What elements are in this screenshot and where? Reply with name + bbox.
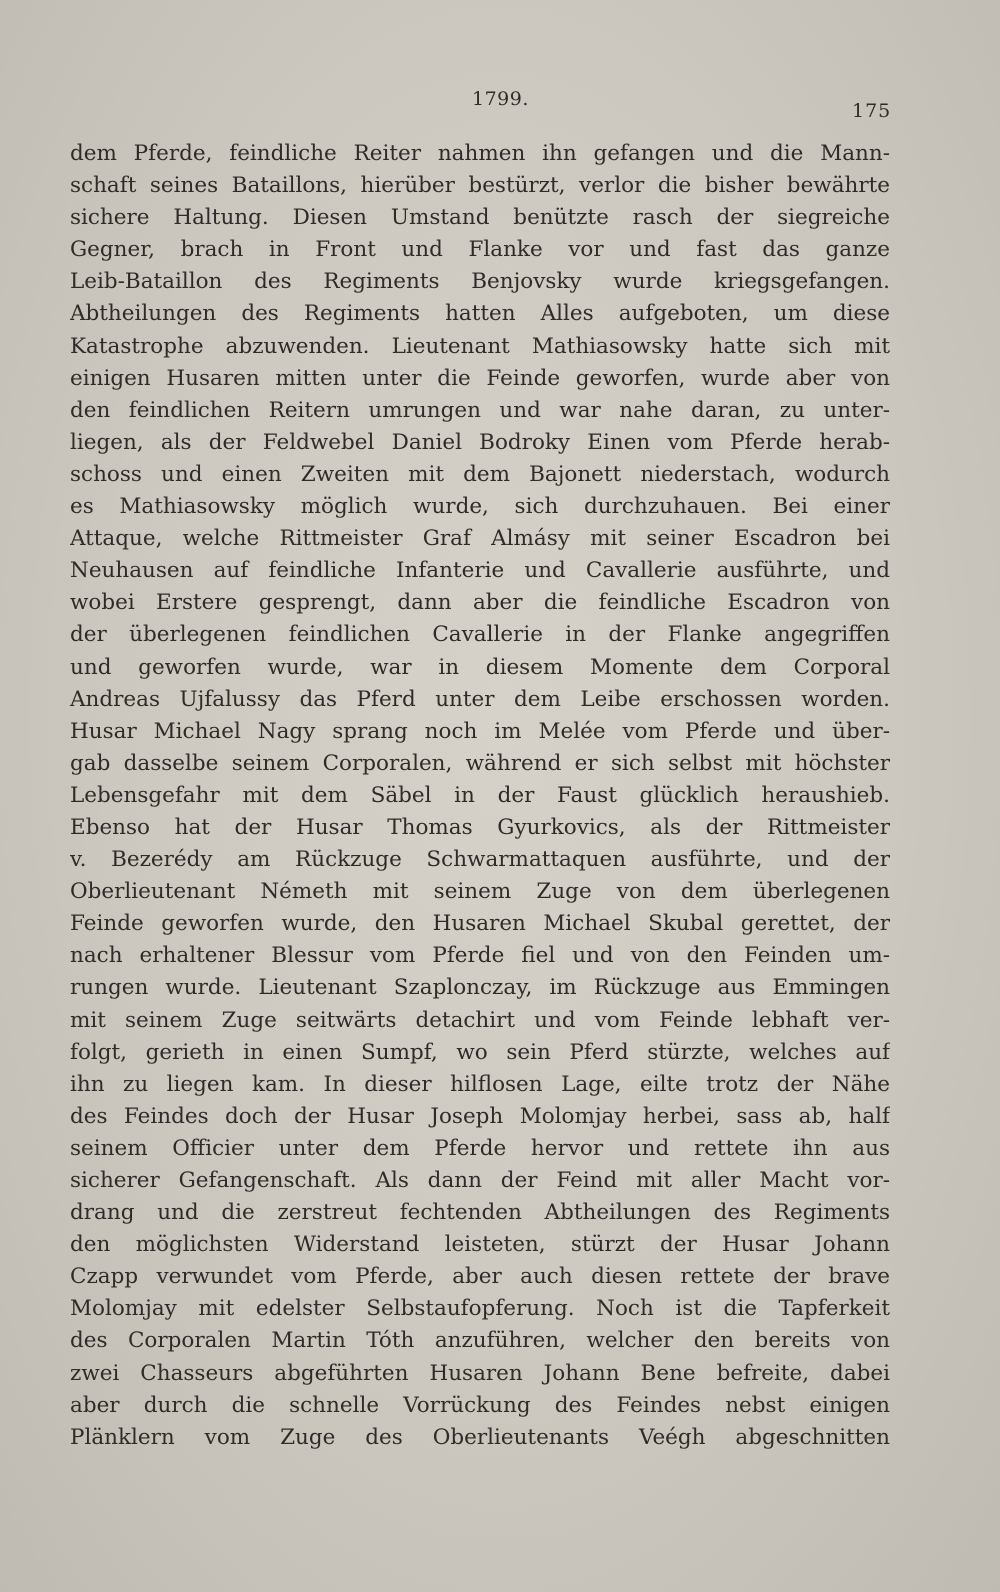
text-line: folgt, gerieth in einen Sumpf, wo sein Pferd stürzte, welches auf [70, 1039, 890, 1065]
text-line: Neuhausen auf feindliche Infanterie und Cavallerie ausführte, und [70, 558, 890, 584]
text-line: Oberlieutenant Németh mit seinem Zuge von dem überlegenen [70, 879, 890, 905]
text-line: aber durch die schnelle Vorrückung des Feindes nebst einigen [70, 1392, 890, 1418]
text-line: nach erhaltener Blessur vom Pferde fiel und von den Feinden um- [70, 943, 890, 969]
text-line: rungen wurde. Lieutenant Szaplonczay, im Rückzuge aus Emmingen [70, 975, 890, 1001]
body-text [70, 138, 890, 1454]
text-line: drang und die zerstreut fechtenden Abtheilungen des Regiments [70, 1200, 890, 1226]
text-line: es Mathiasowsky möglich wurde, sich durchzuhauen. Bei einer [70, 494, 890, 520]
text-line: mit seinem Zuge seitwärts detachirt und vom Feinde lebhaft ver- [70, 1007, 890, 1033]
text-line: Feinde geworfen wurde, den Husaren Michael Skubal gerettet, der [70, 911, 890, 937]
text-line: Czapp verwundet vom Pferde, aber auch diesen rettete der brave [70, 1264, 890, 1290]
text-line: Plänklern vom Zuge des Oberlieutenants Veégh abgeschnitten [70, 1424, 890, 1450]
text-line: seinem Officier unter dem Pferde hervor und rettete ihn aus [70, 1135, 890, 1161]
text-line: des Corporalen Martin Tóth anzuführen, welcher den bereits von [70, 1328, 890, 1354]
text-line: Lebensgefahr mit dem Säbel in der Faust glücklich heraushieb. [70, 782, 890, 808]
text-line: des Feindes doch der Husar Joseph Molomjay herbei, sass ab, half [70, 1103, 890, 1129]
text-line: Abtheilungen des Regiments hatten Alles aufgeboten, um diese [70, 301, 890, 327]
text-line: Gegner, brach in Front und Flanke vor und fast das ganze [70, 237, 890, 263]
text-line: gab dasselbe seinem Corporalen, während er sich selbst mit höchster [70, 750, 890, 776]
text-line: Katastrophe abzuwenden. Lieutenant Mathiasowsky hatte sich mit [70, 333, 890, 359]
text-line: Leib-Bataillon des Regiments Benjovsky wurde kriegsgefangen. [70, 269, 890, 295]
running-head [0, 88, 1000, 122]
text-line: Ebenso hat der Husar Thomas Gyurkovics, als der Rittmeister [70, 814, 890, 840]
text-line: Molomjay mit edelster Selbstaufopferung. Noch ist die Tapferkeit [70, 1296, 890, 1322]
text-line: ihn zu liegen kam. In dieser hilflosen Lage, eilte trotz der Nähe [70, 1071, 890, 1097]
text-line: sichere Haltung. Diesen Umstand benützte rasch der siegreiche [70, 205, 890, 231]
text-line: und geworfen wurde, war in diesem Momente dem Corporal [70, 654, 890, 680]
text-line: schoss und einen Zweiten mit dem Bajonett niederstach, wodurch [70, 461, 890, 487]
page-number: 175 [852, 100, 892, 122]
text-line: Andreas Ujfalussy das Pferd unter dem Leibe erschossen worden. [70, 686, 890, 712]
text-line: dem Pferde, feindliche Reiter nahmen ihn gefangen und die Mann- [70, 141, 890, 166]
running-head-year: 1799. [472, 88, 529, 110]
text-line: zwei Chasseurs abgeführten Husaren Johann Bene befreite, dabei [70, 1360, 890, 1386]
text-line: liegen, als der Feldwebel Daniel Bodroky Einen vom Pferde herab- [70, 429, 890, 455]
text-line: Husar Michael Nagy sprang noch im Melée vom Pferde und über- [70, 718, 890, 744]
text-line: sicherer Gefangenschaft. Als dann der Feind mit aller Macht vor- [70, 1168, 890, 1193]
text-line: v. Bezerédy am Rückzuge Schwarmattaquen ausführte, und der [70, 847, 890, 873]
text-line: einigen Husaren mitten unter die Feinde geworfen, wurde aber von [70, 365, 890, 391]
text-line: den möglichsten Widerstand leisteten, stürzt der Husar Johann [70, 1232, 890, 1258]
text-line: den feindlichen Reitern umrungen und war nahe daran, zu unter- [70, 397, 890, 423]
text-line: der überlegenen feindlichen Cavallerie in der Flanke angegriffen [70, 622, 890, 648]
text-line: schaft seines Bataillons, hierüber bestürzt, verlor die bisher bewährte [70, 173, 890, 199]
text-line: Attaque, welche Rittmeister Graf Almásy mit seiner Escadron bei [70, 526, 890, 552]
text-line: wobei Erstere gesprengt, dann aber die feindliche Escadron von [70, 590, 890, 616]
